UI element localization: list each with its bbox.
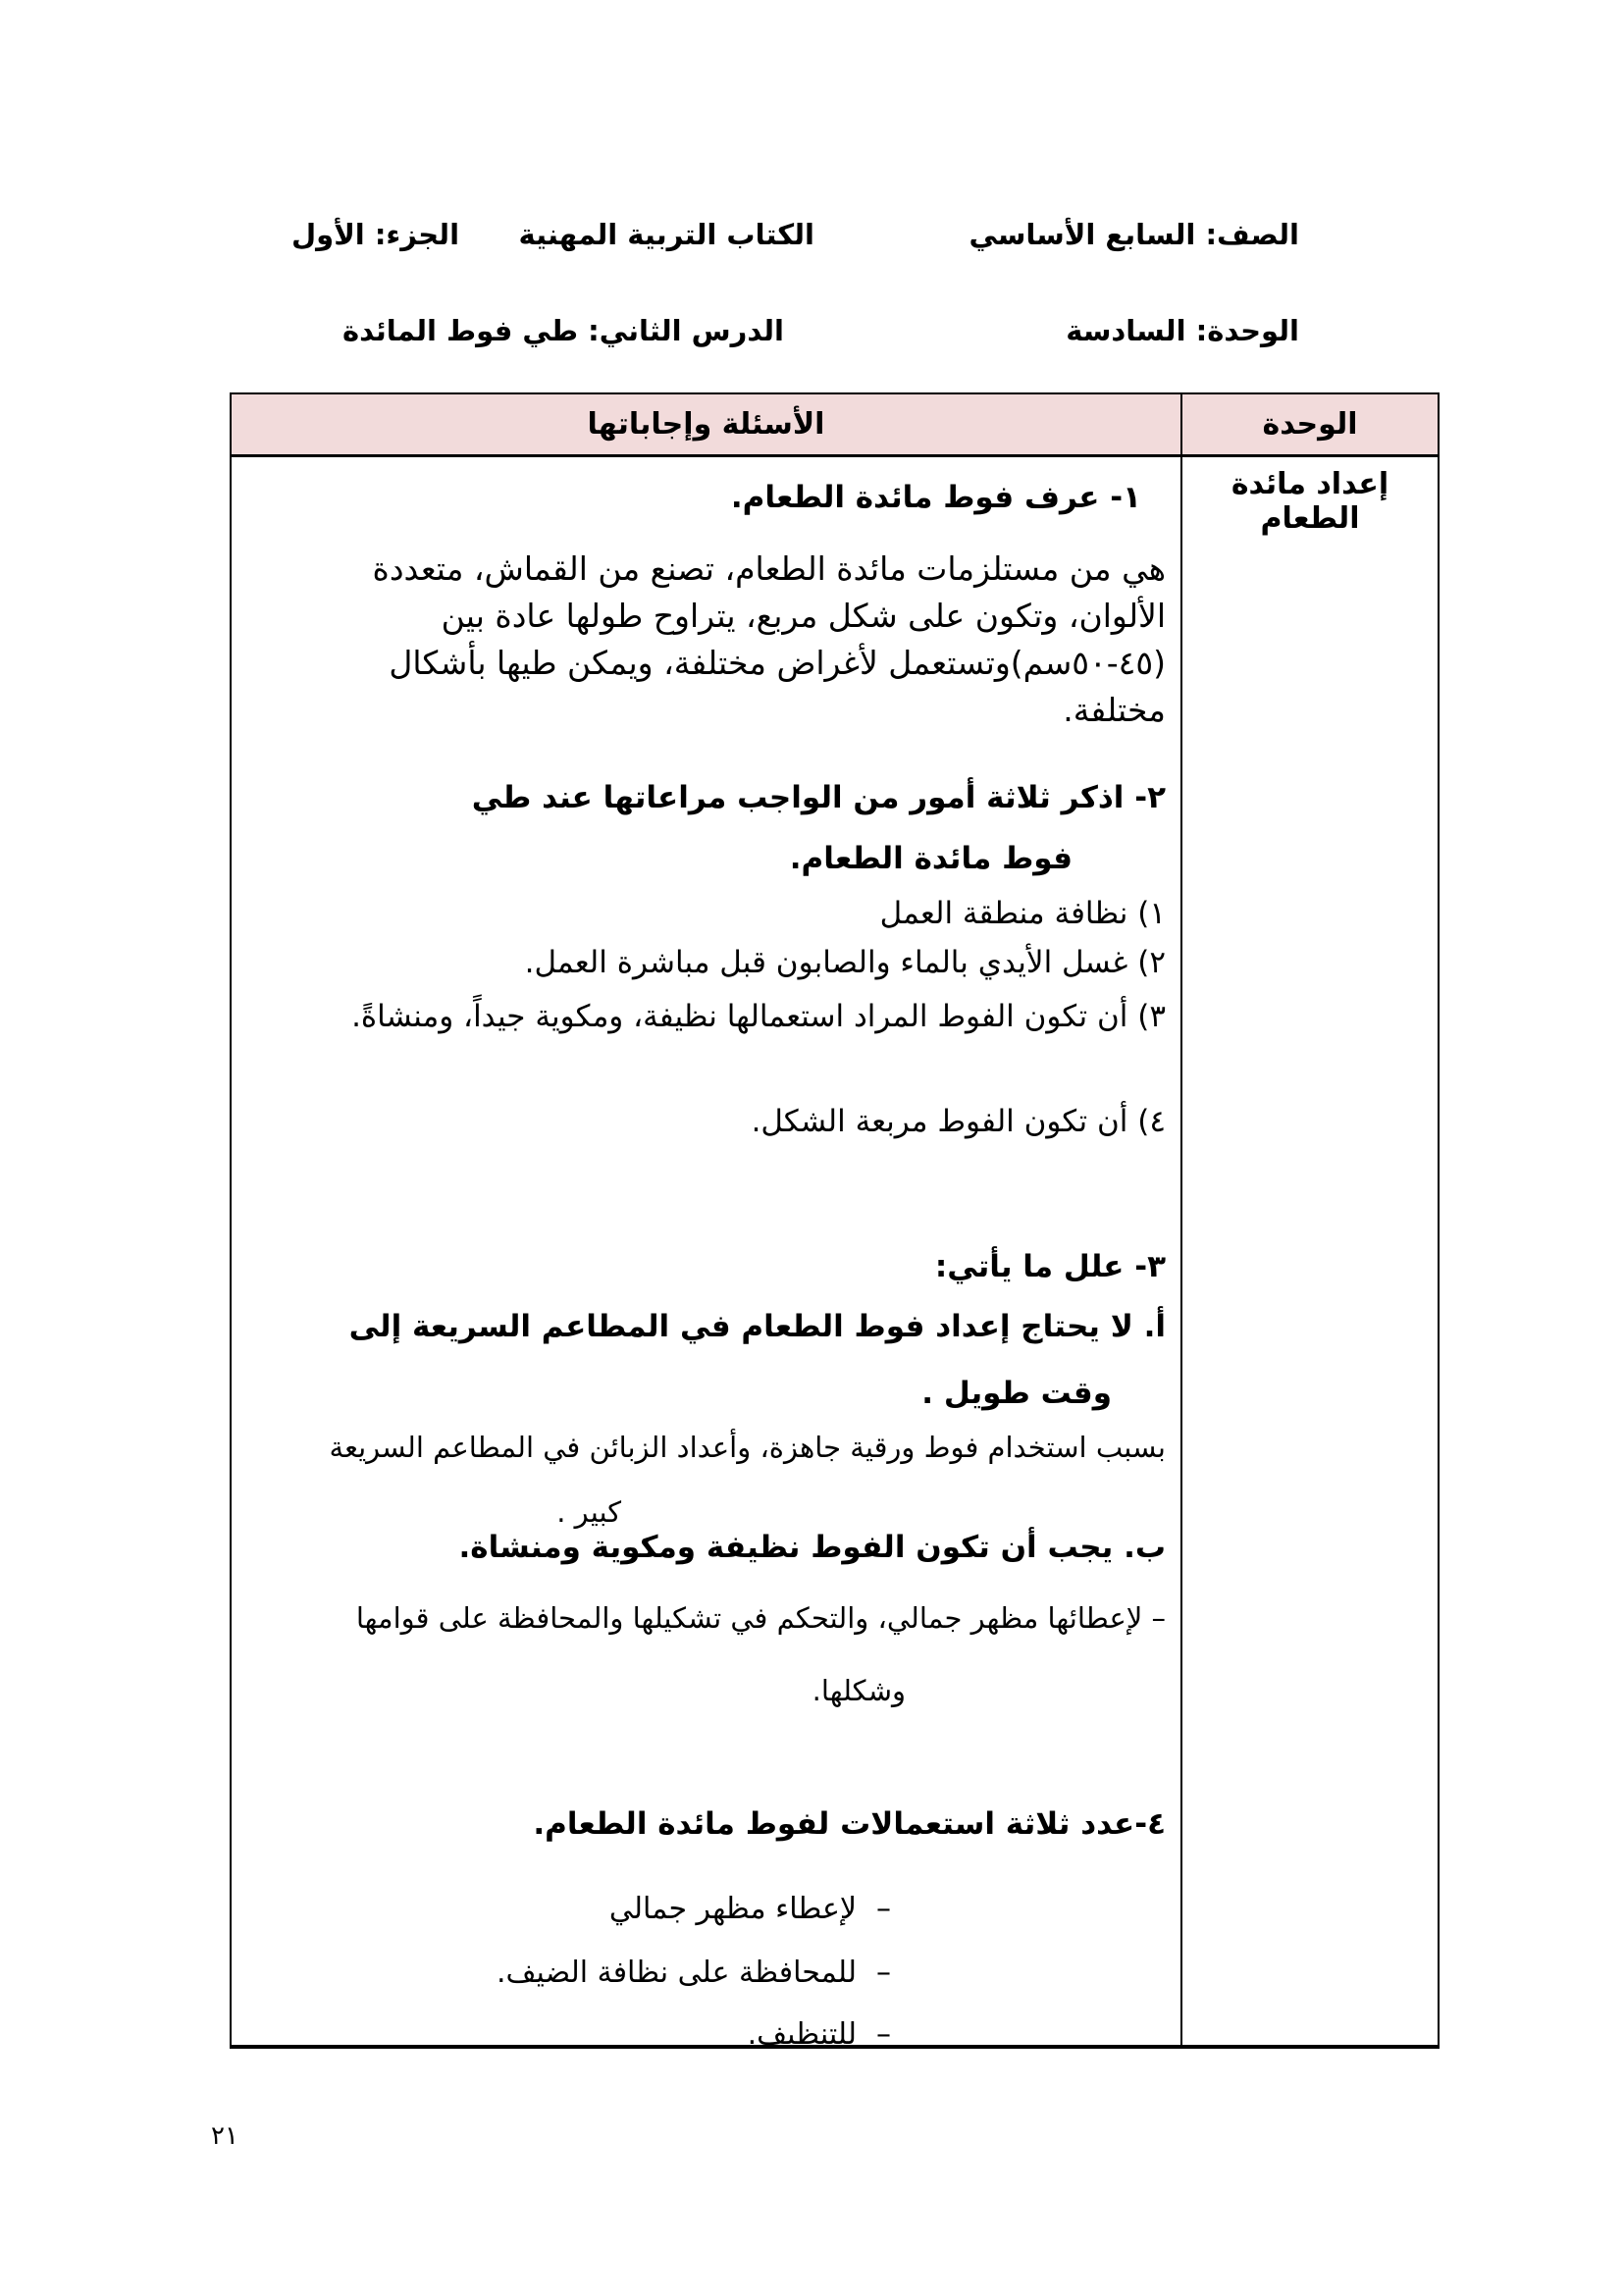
unit-column-header: الوحدة bbox=[1180, 394, 1438, 454]
table-body-row bbox=[232, 457, 1438, 2052]
question-3b-title: ب. يجب أن تكون الفوط نظيفة ومكوية ومنشاة. bbox=[458, 1530, 1166, 1565]
header-book-title: الكتاب التربية المهنية bbox=[518, 218, 814, 251]
question-2-item: ٤) أن تكون الفوط مربعة الشكل. bbox=[751, 1104, 1166, 1139]
question-4-item-text: للمحافظة على نظافة الضيف. bbox=[496, 1956, 857, 1990]
question-2-item: ١) نظافة منطقة العمل bbox=[879, 896, 1166, 931]
table-header-row bbox=[232, 394, 1438, 457]
question-1-title: ١- عرف فوط مائدة الطعام. bbox=[730, 480, 1141, 515]
question-4-item bbox=[251, 1885, 891, 1934]
question-4-item bbox=[251, 2010, 891, 2060]
questions-column-header: الأسئلة وإجاباتها bbox=[587, 407, 825, 442]
qa-table bbox=[230, 392, 1440, 2052]
question-2-item: ٣) أن تكون الفوط المراد استعمالها نظيفة، ومكوية جيداً، ومنشاةً. bbox=[351, 999, 1166, 1034]
questions-answers-cell bbox=[232, 457, 1180, 2052]
dash-marker: – bbox=[876, 2017, 891, 2052]
header-unit-label: الوحدة: السادسة bbox=[1066, 314, 1299, 347]
header-part-label: الجزء: الأول bbox=[291, 218, 460, 251]
question-2-item: ٢) غسل الأيدي بالماء والصابون قبل مباشرة العمل. bbox=[524, 945, 1166, 980]
question-4-title: ٤-عدد ثلاثة استعمالات لفوط مائدة الطعام. bbox=[533, 1806, 1166, 1842]
question-1-answer: هي من مستلزمات مائدة الطعام، تصنع من القماش، متعددة الألوان، وتكون على شكل مربع، يتراوح طولها عادة بين (٤٥-٥٠سم)وتستعمل لأغراض مختلفة، ويمكن طيها بأشكال مختلفة. bbox=[372, 549, 1166, 729]
question-3a-answer: بسبب استخدام فوط ورقية جاهزة، وأعداد الزبائن في المطاعم السريعة كبير . bbox=[329, 1431, 1166, 1529]
dash-marker: – bbox=[876, 1956, 891, 1990]
header-lesson-label: الدرس الثاني: طي فوط المائدة bbox=[342, 314, 784, 347]
page-number: ٢١ bbox=[211, 2121, 238, 2151]
document-header bbox=[230, 0, 1440, 392]
question-3a-title: أ. لا يحتاج إعداد فوط الطعام في المطاعم السريعة إلى وقت طويل . bbox=[348, 1309, 1166, 1411]
question-2-title: ٢- اذكر ثلاثة أمور من الواجب مراعاتها عند طي فوط مائدة الطعام. bbox=[471, 780, 1166, 876]
unit-name-cell: إعداد مائدة الطعام bbox=[1180, 457, 1438, 2045]
header-class-label: الصف: السابع الأساسي bbox=[969, 218, 1299, 251]
dash-marker: – bbox=[876, 1892, 891, 1926]
question-3-title: ٣- علل ما يأتي: bbox=[934, 1249, 1166, 1284]
question-4-item-text: للتنظيف. bbox=[747, 2017, 857, 2052]
question-3b-answer: – لإعطائها مظهر جمالي، والتحكم في تشكيلها والمحافظة على قوامها وشكلها. bbox=[355, 1601, 1166, 1707]
question-4-item bbox=[251, 1949, 891, 1998]
question-4-item-text: لإعطاء مظهر جمالي bbox=[608, 1892, 857, 1926]
